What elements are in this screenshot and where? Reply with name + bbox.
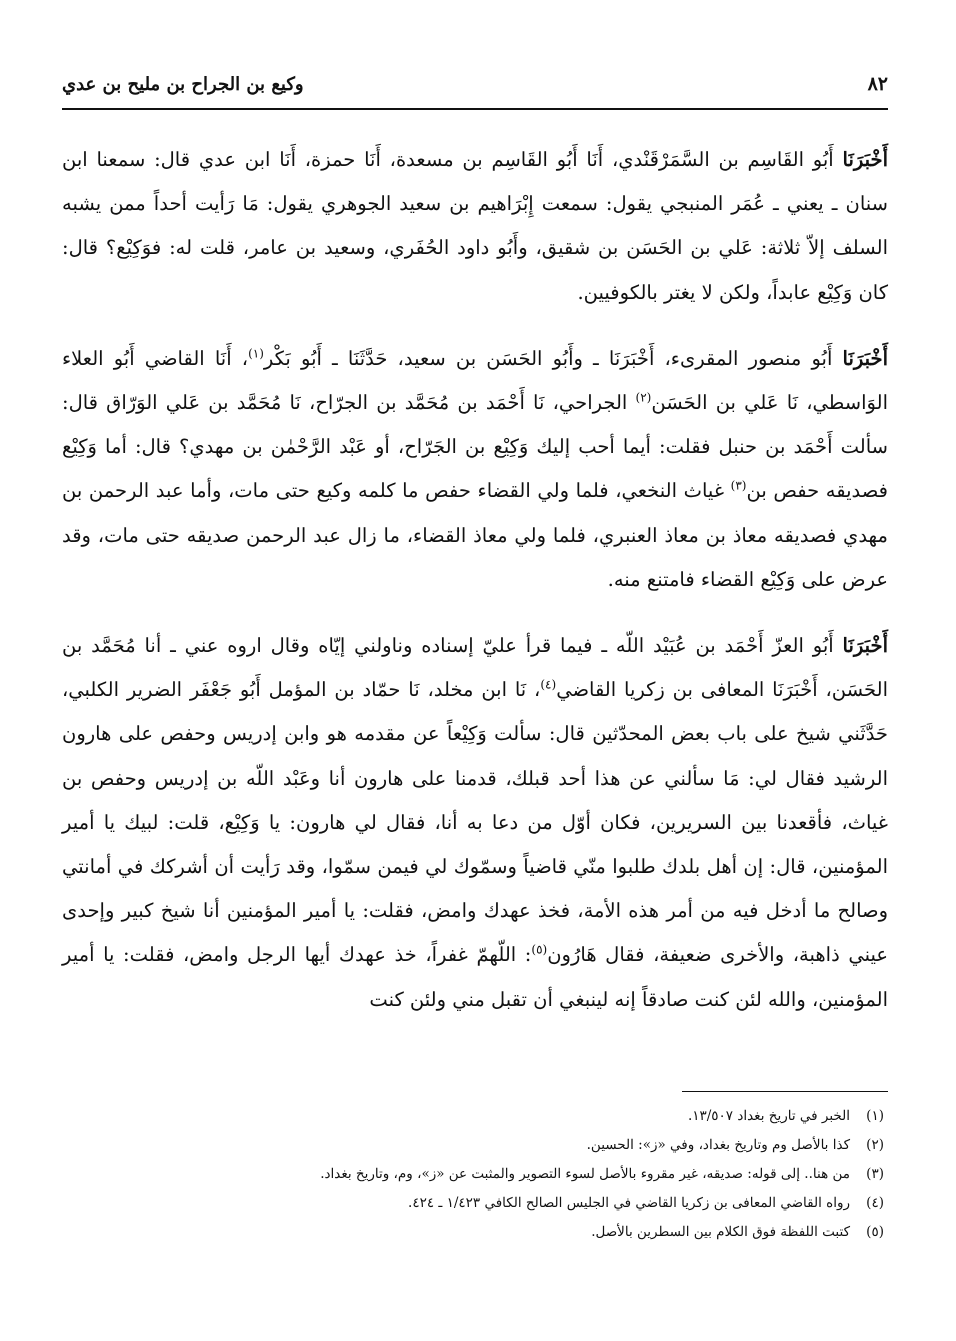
footnote-number: (٥): [866, 1224, 884, 1240]
paragraph-text: أَبُو العزّ أَحْمَد بن عُبَيْد اللّه ـ فيما قرأ عليّ إسناده وناولني إيّاه وقال اروه عني ـ أنا مُحَمَّد بن الحَسَن، أَخْبَرَنَا المعافى بن زكريا القاضي: [62, 634, 888, 702]
footnote-text: كذا بالأصل وم وتاريخ بغداد، وفي «ز»: الحسين.: [586, 1137, 850, 1153]
footnote-text: من هنا.. إلى قوله: صديقه، غير مقروء بالأصل لسوء التصوير والمثبت عن «ز»، وم، وتاريخ بغداد.: [320, 1166, 850, 1182]
akhbarana-keyword: أَخْبَرَنَا: [842, 148, 888, 171]
running-title: وكيع بن الجراح بن مليح بن عدي: [62, 73, 304, 95]
paragraph-2: [62, 337, 888, 602]
footnote-marker-5[interactable]: (٥): [531, 942, 548, 957]
footnote-text: رواه القاضي المعافى بن زكريا القاضي في الجليس الصالح الكافي ١/٤٢٣ ـ ٤٢٤.: [408, 1195, 850, 1211]
footnote-text: الخبر في تاريخ بغداد ١٣/٥٠٧.: [687, 1108, 850, 1124]
paragraph-text: أَبُو منصور المقرىء، أَخْبَرَنَا ـ وأَبُو الحَسَن بن سعيد، حَدَّثَنَا ـ أَبُو بَكْر: [263, 346, 833, 370]
footnote-item: [62, 1102, 884, 1131]
main-text: [62, 138, 888, 1022]
footnote-number: (٢): [866, 1137, 884, 1153]
footnote-number: (١): [866, 1108, 884, 1124]
paragraph-text: ، نَا ابن مخلد، نَا حمّاد بن المؤمل أَبُو جَعْفَر الضرير الكلبي، حَدَّثَني شيخ على باب بعض المحدّثين قال: سألت وَكِيْعاً عن مقدمه هو وابن إدريس وحفص على هارون الرشيد فقال لي: مَا سألني عن هذا أحد قبلك، قدمنا على هارون أنا وعَبْد اللّه بن إدريس وحفص بن غياث، فأقعدنا بين السريرين، فكان أوّل من دعا به أنا، فقال لي هارون: يا وَكِيْع، قلت: لبيك يا أمير المؤمنين، قال: إن أهل بلدك طلبوا منّي قاضياً وسمّوك لي فيمن سمّوا، وقد رَأيت أن أشركك في أمانتي وصالح ما أدخل فيه من أمر هذه الأمة، فخذ عهدك وامض، فقلت: يا أمير المؤمنين أنا شيخ كبير وإحدى عيني ذاهبة، والأخرى ضعيفة، فقال هَارُون: [62, 678, 888, 967]
paragraph-1: [62, 138, 888, 315]
paragraph-text: أَبُو القَاسِم بن السَّمَرْقَنْدي، أَنَا أَبُو القَاسِم بن مسعدة، أَنَا حمزة، أَنَا ابن عدي قال: سمعنا ابن سنان ـ يعني ـ عُمَر المنبجي يقول: سمعت إِبْرَاهيم بن سعيد الجوهري يقول: مَا رَأيت أحداً ممن يشبه السلف إلاّ ثلاثة: عَلي بن الحَسَن بن شقيق، وأَبُو داود الحُفَري، وسعيد بن عامر، قلت له: فوَكِيْع؟ قال: كان وَكِيْع عابداً، ولكن لا يغتر بالكوفيين.: [62, 148, 888, 304]
footnote-item: [62, 1160, 884, 1189]
footnote-marker-4[interactable]: (٤): [540, 677, 557, 692]
header-rule: [62, 108, 888, 110]
paragraph-3: [62, 624, 888, 1022]
footnote-number: (٣): [866, 1166, 884, 1182]
footnote-item: [62, 1218, 884, 1247]
footnote-marker-2[interactable]: (٢): [635, 390, 652, 405]
footnote-separator: [682, 1091, 888, 1092]
footnote-marker-1[interactable]: (١): [248, 346, 264, 361]
footnotes-list: [62, 1102, 884, 1247]
footnote-item: [62, 1131, 884, 1160]
paragraph-text: الجراحي، نَا أَحْمَد بن مُحَمَّد بن الجرّاح، نَا مُحَمَّد بن عَلي الوَرّاق قال: سألت أَحْمَد بن حنبل فقلت: أيما أحب إليك وَكِيْع بن الجَرّاح، أو عَبْد الرَّحْمٰن بن مهدي؟ قال: أما وَكِيْع فصديقه حفص بن: [62, 391, 888, 503]
akhbarana-keyword: أَخْبَرَنَا: [842, 634, 888, 658]
paragraph-text: ، أَنَا القاضي أَبُو العلاء الوَاسطي، نَا عَلي بن الحَسَن: [62, 346, 888, 415]
footnote-item: [62, 1189, 884, 1218]
paragraph-text: غياث النخعي، فلما ولي القضاء حفص ما كلمه وكيع حتى مات، وأما عبد الرحمن بن مهدي فصديقه معاذ بن معاذ العنبري، فلما ولي معاذ القضاء، ما زال عبد الرحمن صديقه حتى مات، وقد عرض على وَكِيْع القضاء فامتنع منه.: [62, 479, 888, 591]
footnote-text: كتبت اللفظة فوق الكلام بين السطرين بالأصل.: [591, 1224, 850, 1240]
akhbarana-keyword: أَخْبَرَنَا: [842, 346, 889, 370]
footnote-number: (٤): [866, 1195, 884, 1211]
running-header: [62, 66, 888, 102]
paragraph-text: : اللّهمّ غفراً، خذ عهدك أيها الرجل وامض، فقلت: يا أمير المؤمنين، والله لئن كنت صادقاً إنه لينبغي أن تقبل مني ولئن كنت: [62, 943, 888, 1011]
page-number: ٨٢: [867, 73, 888, 95]
footnote-marker-3[interactable]: (٣): [730, 478, 747, 493]
